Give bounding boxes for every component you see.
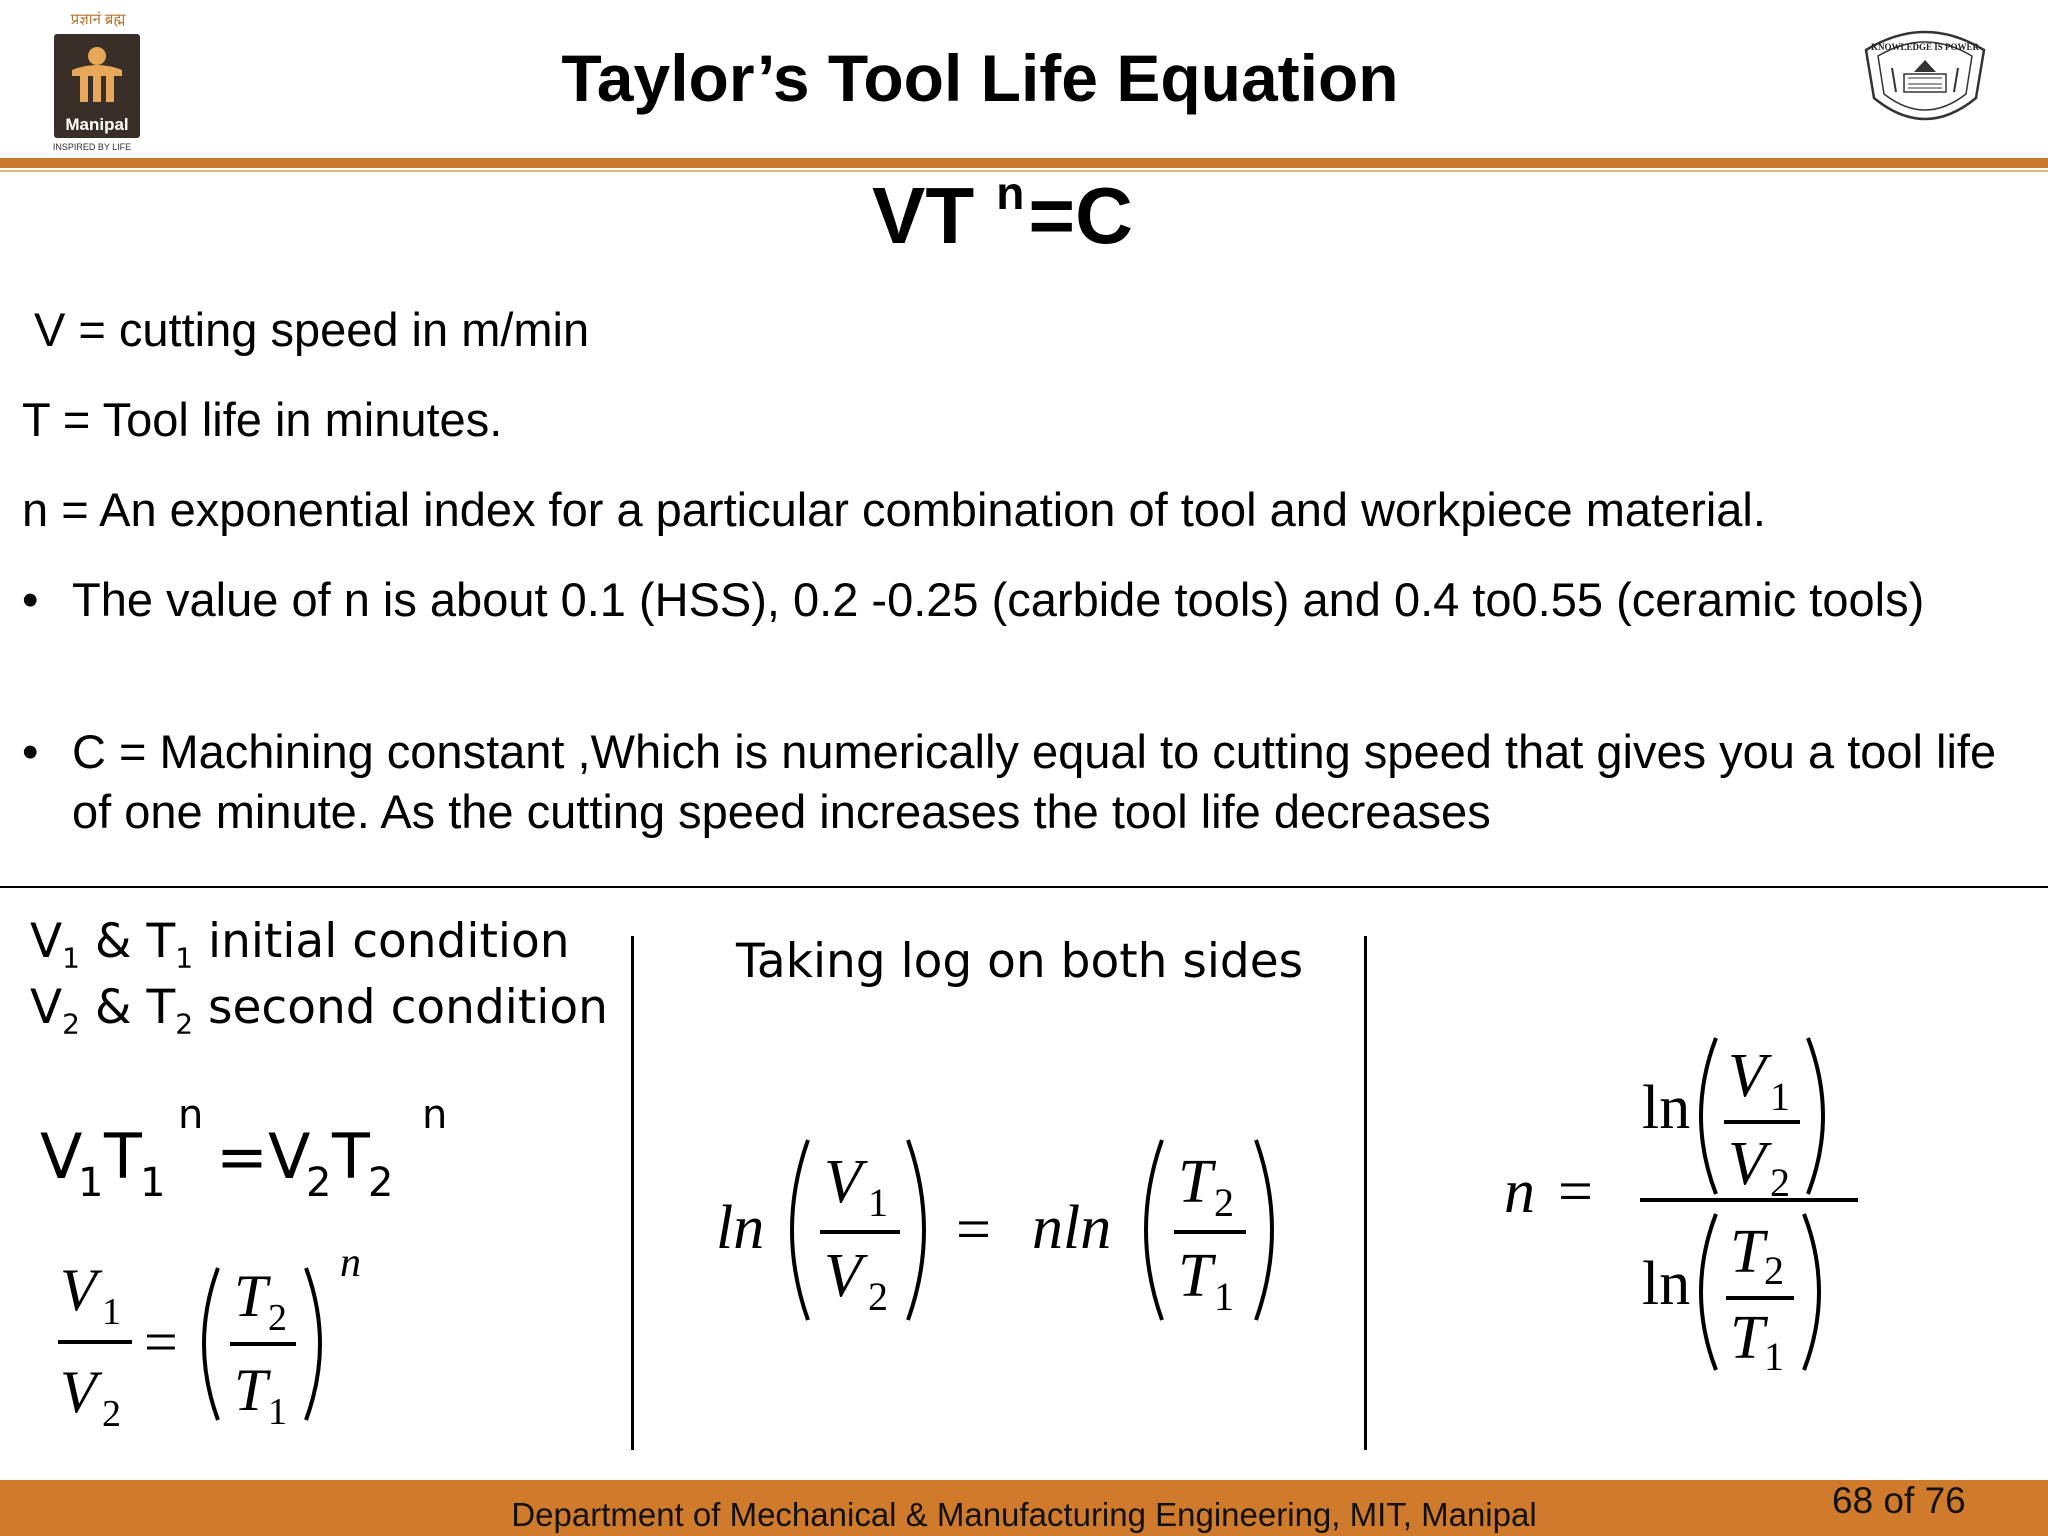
bullet-marker: •	[22, 725, 39, 778]
svg-text:n: n	[422, 1092, 448, 1138]
formula-rest: =C	[1028, 171, 1133, 260]
logo-name: Manipal	[65, 115, 129, 134]
definition-n: n = An exponential index for a particular combination of tool and workpiece material.	[22, 483, 1766, 536]
svg-text:=: =	[1558, 1158, 1593, 1226]
svg-text:=: =	[956, 1196, 991, 1264]
svg-text:1: 1	[1770, 1074, 1790, 1119]
svg-text:1: 1	[78, 1160, 104, 1206]
svg-text:2: 2	[1214, 1180, 1234, 1225]
condition-second-text: second condition	[208, 980, 608, 1035]
svg-text:1: 1	[268, 1391, 287, 1433]
svg-text:2: 2	[868, 1274, 888, 1319]
svg-text:T: T	[234, 1357, 268, 1423]
equation-n	[1490, 1014, 1870, 1379]
svg-text:2: 2	[268, 1297, 287, 1339]
svg-text:T: T	[1730, 1304, 1765, 1372]
definition-v: V = cutting speed in m/min	[34, 303, 590, 356]
svg-text:V: V	[824, 1242, 862, 1310]
condition-second: $V_2$ & $T_2$ second condition	[30, 980, 608, 1041]
slide-title: Taylor’s Tool Life Equation	[561, 41, 1399, 115]
condition-initial-text: initial condition	[208, 914, 570, 969]
svg-text:ln: ln	[1642, 1074, 1691, 1142]
seal-motto: KNOWLEDGE IS POWER	[1870, 42, 1980, 52]
svg-text:2: 2	[306, 1160, 332, 1206]
formula-exponent: n	[996, 167, 1025, 219]
svg-text:T: T	[1178, 1242, 1213, 1310]
svg-text:1: 1	[868, 1180, 888, 1225]
svg-text:1: 1	[1214, 1274, 1234, 1319]
column-divider	[1364, 936, 1367, 1450]
svg-text:V: V	[268, 1120, 311, 1193]
svg-text:V: V	[1728, 1130, 1766, 1198]
svg-text:ln: ln	[1642, 1250, 1691, 1318]
svg-text:V: V	[60, 1359, 97, 1425]
svg-text:1: 1	[140, 1160, 166, 1206]
svg-text:T: T	[1730, 1218, 1765, 1286]
logo-top-text: प्रज्ञानं ब्रह्म	[70, 12, 126, 28]
svg-text:2: 2	[1764, 1248, 1784, 1293]
header-rule	[0, 158, 2048, 168]
svg-text:2: 2	[368, 1160, 394, 1206]
equation-vt-equal	[30, 1080, 470, 1225]
svg-text:2: 2	[102, 1393, 121, 1435]
log-caption: Taking log on both sides	[736, 934, 1304, 989]
svg-text:=: =	[216, 1120, 268, 1193]
svg-text:n: n	[1504, 1158, 1535, 1226]
svg-text:V: V	[1728, 1042, 1766, 1110]
formula-base: VT	[872, 171, 975, 260]
svg-text:2: 2	[1770, 1160, 1790, 1205]
column-divider	[631, 936, 634, 1450]
bullet-constant-c: C = Machining constant ,Which is numerically equal to cutting speed that gives you a tool life of one minute. As the cutting speed increases the tool life decreases	[72, 725, 1997, 838]
svg-text:V: V	[40, 1120, 83, 1193]
mit-seal	[1856, 16, 1994, 136]
logo-tagline: INSPIRED BY LIFE	[52, 142, 132, 152]
svg-text:1: 1	[1764, 1334, 1784, 1374]
svg-text:T: T	[1178, 1148, 1213, 1216]
svg-text:nln: nln	[1032, 1194, 1112, 1262]
svg-text:n: n	[178, 1092, 204, 1138]
definition-t: T = Tool life in minutes.	[22, 393, 503, 446]
section-divider	[0, 886, 2048, 888]
svg-text:V: V	[824, 1148, 862, 1216]
svg-text:1: 1	[102, 1291, 121, 1333]
main-formula	[872, 167, 1133, 262]
svg-text:=: =	[144, 1309, 178, 1375]
svg-text:V: V	[60, 1257, 97, 1323]
svg-text:n: n	[340, 1240, 361, 1286]
equation-ratio	[40, 1240, 420, 1455]
svg-text:T: T	[104, 1120, 142, 1193]
svg-text:T: T	[234, 1263, 268, 1329]
bullet-n-values: The value of n is about 0.1 (HSS), 0.2 -0.25 (carbide tools) and 0.4 to0.55 (ceramic tools)	[72, 573, 1925, 626]
svg-text:ln: ln	[716, 1194, 765, 1262]
equation-log	[712, 1120, 1312, 1345]
footer-department: Department of Mechanical & Manufacturing Engineering, MIT, Manipal	[511, 1496, 1537, 1533]
svg-text:T: T	[332, 1120, 370, 1193]
page-number: 68 of 76	[1832, 1480, 1966, 1521]
condition-initial: $V_1$ & $T_1$ initial condition	[30, 914, 570, 975]
bullet-marker: •	[22, 573, 39, 626]
